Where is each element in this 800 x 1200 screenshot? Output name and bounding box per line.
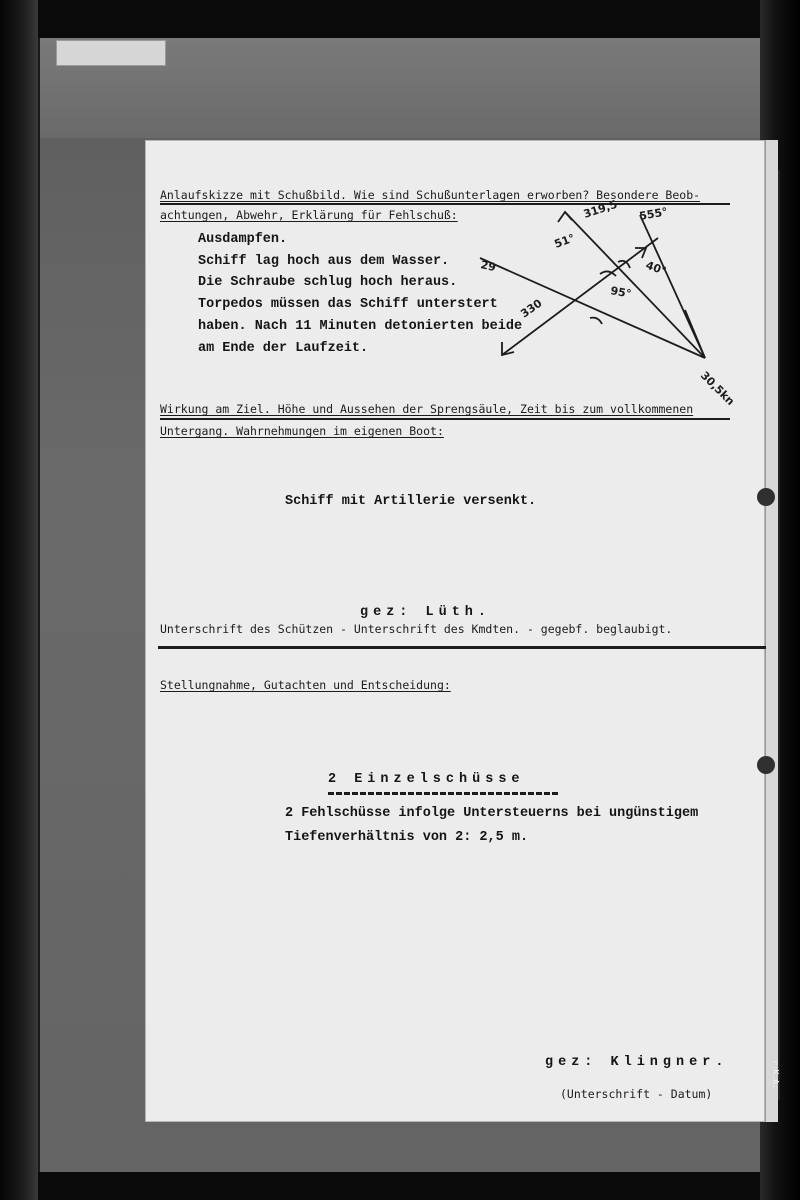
note-line: am Ende der Laufzeit.	[198, 341, 369, 356]
scan-frame-bottom	[0, 1172, 800, 1200]
sketch-label-c: 51°	[552, 231, 577, 251]
note-line: haben. Nach 11 Minuten detonierten beide	[198, 319, 523, 334]
verdict-line2: Tiefenverhältnis von 2: 2,5 m.	[285, 830, 529, 845]
sketch-label-g: 330	[518, 296, 545, 321]
verdict-line1: 2 Fehlschüsse infolge Untersteuerns bei ungünstigem	[285, 806, 699, 821]
note-line: Torpedos müssen das Schiff unterstert	[198, 297, 498, 312]
sketch-line-bearing	[565, 212, 705, 358]
section-divider	[158, 646, 766, 649]
backing-label-tab	[56, 40, 166, 66]
note-line: Die Schraube schlug hoch heraus.	[198, 275, 458, 290]
verdict-title-underline	[328, 792, 558, 795]
section3-heading: Stellungnahme, Gutachten und Entscheidung:	[160, 678, 451, 692]
sketch-arrow	[558, 212, 572, 222]
sketch-label-h: 30,5kn	[697, 368, 737, 409]
reviewer-signature: gez: Klingner.	[545, 1055, 729, 1070]
sketch-label-a: 319,5	[581, 197, 620, 221]
sketch-label-d: 29	[479, 258, 498, 275]
sketch-line-target	[502, 238, 658, 355]
margin-note: r.K.A.	[771, 1060, 780, 1089]
result-statement: Schiff mit Artillerie versenkt.	[285, 494, 537, 509]
verdict-title: 2 Einzelschüsse	[328, 772, 525, 787]
attack-sketch	[479, 190, 770, 409]
section2-heading-line2: Untergang. Wahrnehmungen im eigenen Boot:	[160, 424, 444, 438]
punch-hole-icon	[757, 756, 775, 774]
reviewer-caption: (Unterschrift - Datum)	[560, 1087, 713, 1101]
section2-heading-rule	[160, 418, 730, 420]
margin-rule	[778, 170, 780, 1100]
signature-caption: Unterschrift des Schützen - Unterschrift des Kmdten. - gegebf. beglaubigt.	[160, 622, 673, 636]
sketch-label-f: 95°	[609, 284, 633, 301]
note-line: Ausdampfen.	[198, 232, 288, 247]
punch-hole-icon	[757, 488, 775, 506]
note-line: Schiff lag hoch aus dem Wasser.	[198, 254, 450, 269]
section1-heading-line1: Anlaufskizze mit Schußbild. Wie sind Schußunterlagen erworben? Besondere Beob-	[160, 188, 701, 202]
sketch-label-e: 40°	[643, 258, 668, 278]
scan-frame-left	[0, 0, 38, 1200]
shooter-signature: gez: Lüth.	[360, 605, 492, 620]
sketch-arc	[590, 318, 602, 324]
scan-frame-top	[0, 0, 800, 38]
sketch-label-b: 555°	[638, 205, 669, 223]
section1-heading-line2: achtungen, Abwehr, Erklärung für Fehlschuß:	[160, 208, 458, 222]
section2-heading-line1: Wirkung am Ziel. Höhe und Aussehen der Sprengsäule, Zeit bis zum vollkommenen	[160, 402, 694, 416]
sketch-line-torpedo	[480, 258, 705, 358]
